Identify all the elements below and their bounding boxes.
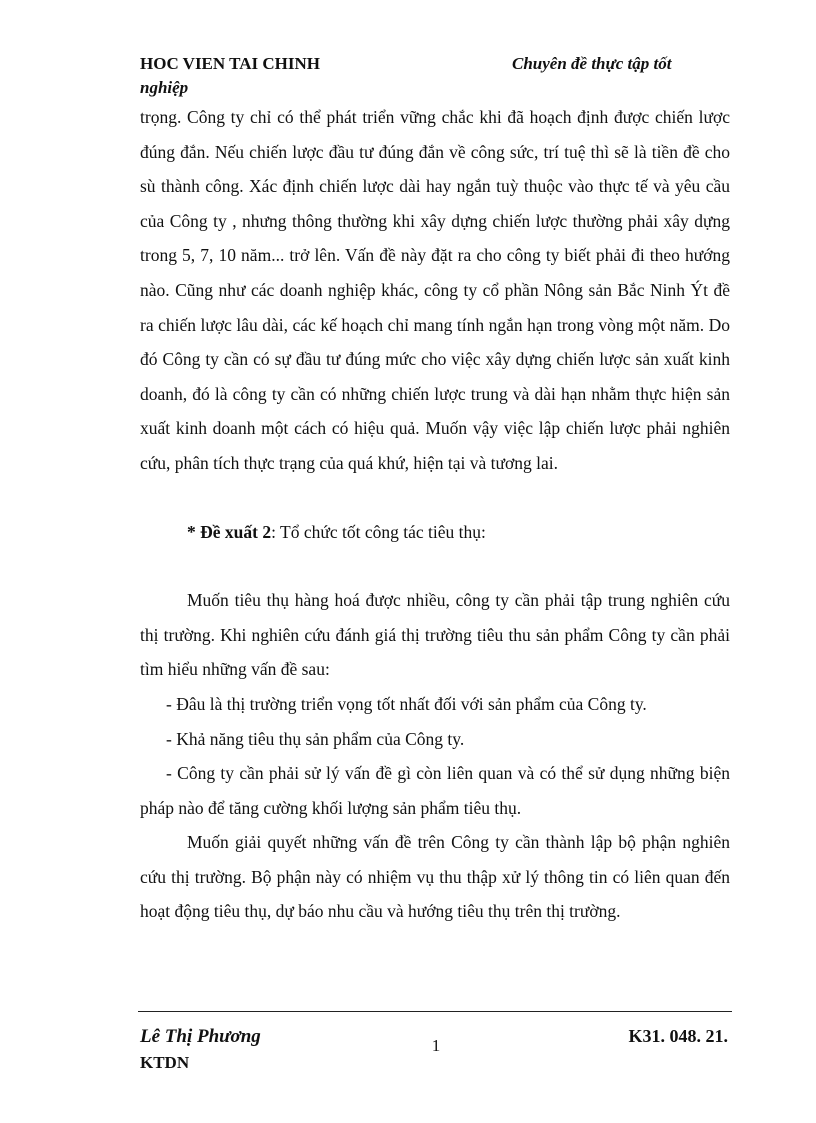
footer-student-code: K31. 048. 21. bbox=[628, 1026, 728, 1046]
body-paragraph-2: Muốn tiêu thụ hàng hoá được nhiều, công ty cần phải tập trung nghiên cứu thị trường. Khi nghiên cứu đánh giá thị trường tiêu thu sản phẩm Công ty cần phải tìm hiểu những vấn đề sau: bbox=[140, 590, 730, 680]
bullet-item-1: - Đâu là thị trường triển vọng tốt nhất đối với sản phẩm của Công ty. bbox=[166, 693, 647, 714]
header-institution bbox=[140, 52, 370, 100]
bullet-item-2: - Khả năng tiêu thụ sản phẩm của Công ty. bbox=[166, 728, 465, 749]
header-document-title: Chuyên đề thực tập tốt bbox=[512, 54, 672, 73]
footer-author-name: Lê Thị Phương bbox=[140, 1026, 261, 1047]
page-number: 1 bbox=[431, 1036, 441, 1055]
body-paragraph-1: trọng. Công ty chỉ có thể phát triển vững chắc khi đã hoạch định được chiến lược đúng đắn. Nếu chiến lược đầu tư đúng đắn về công sức, trí tuệ thì sẽ là tiền đề cho sù thành công. Xác định chiến lược dài hay ngắn tuỳ thuộc vào thực tế và yêu cầu của Công ty , nhưng thông thường khi xây dựng chiến lược thường phải xây dựng trong 5, 7, 10 năm... trở lên. Vấn đề này đặt ra cho công ty biết phải đi theo hướng nào. Cũng như các doanh nghiệp khác, công ty cổ phần Nông sản Bắc Ninh Ýt đề ra chiến lược lâu dài, các kế hoạch chỉ mang tính ngắn hạn trong vòng một năm. Do đó Công ty cần có sự đầu tư đúng mức cho việc xây dựng chiến lược sản xuất kinh doanh, đó là công ty cần có những chiến lược trung và dài hạn nhằm thực hiện sản xuất kinh doanh một cách có hiệu quả. Muốn vậy việc lập chiến lược phải nghiên cứu, phân tích thực trạng của quá khứ, hiện tại và tương lai. bbox=[140, 107, 730, 473]
document-body bbox=[140, 100, 730, 929]
header-institution-name: HOC VIEN TAI CHINH bbox=[140, 54, 320, 73]
footer-author-block bbox=[140, 1024, 340, 1076]
proposal-title: : Tổ chức tốt công tác tiêu thụ: bbox=[271, 521, 486, 542]
body-paragraph-3: Muốn giải quyết những vấn đề trên Công ty cần thành lập bộ phận nghiên cứu thị trường. Bộ phận này có nhiệm vụ thu thập xử lý thông tin có liên quan đến hoạt động tiêu thụ, dự báo nhu cầu và hướng tiêu thụ trên thị trường. bbox=[140, 832, 730, 922]
proposal-heading bbox=[140, 515, 730, 550]
bullet-item-3: - Công ty cần phải sử lý vấn đề gì còn liên quan và có thể sử dụng những biện pháp nào để tăng cường khối lượng sản phẩm tiêu thụ. bbox=[140, 763, 730, 818]
footer-divider bbox=[138, 1011, 732, 1012]
footer-class: KTDN bbox=[140, 1053, 190, 1072]
header-title-continuation: nghiệp bbox=[140, 78, 189, 97]
proposal-label: * Đề xuất 2 bbox=[187, 521, 272, 542]
